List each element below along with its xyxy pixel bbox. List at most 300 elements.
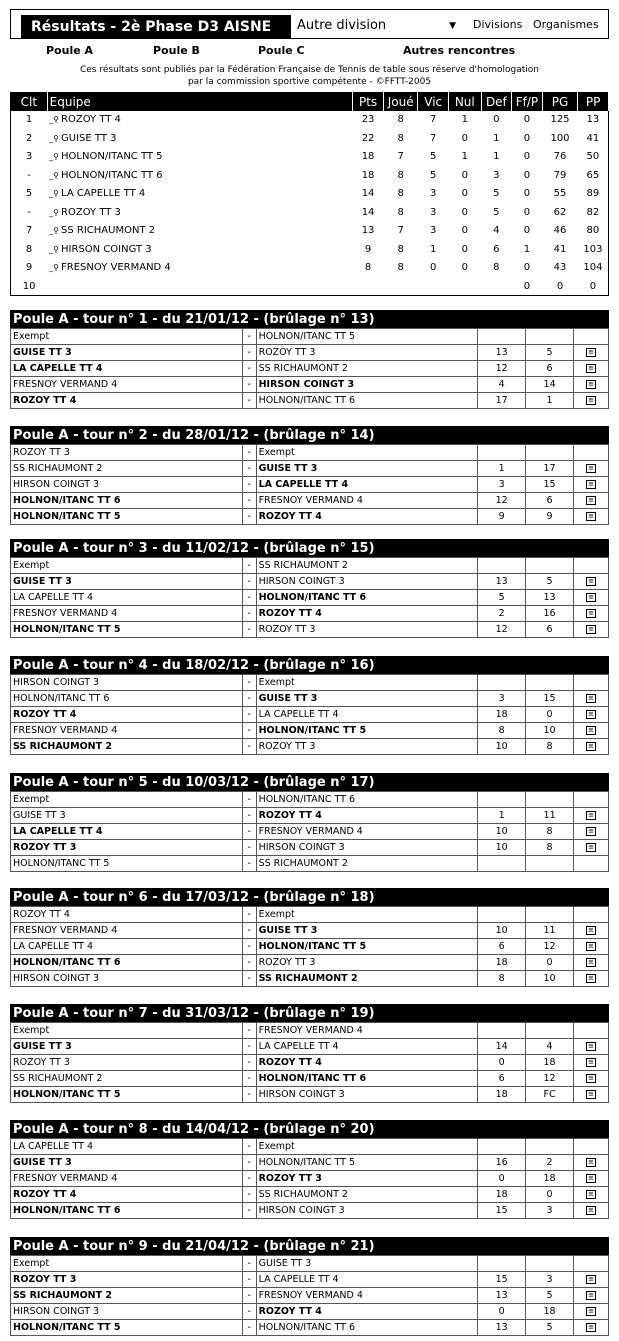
match-sheet	[574, 971, 609, 987]
home-score	[478, 445, 526, 461]
team-icon: _⚲	[49, 226, 60, 236]
divisions-link[interactable]: Divisions	[473, 18, 523, 31]
away-team: HOLNON/ITANC TT 6	[256, 1320, 478, 1336]
match-row	[11, 1320, 609, 1336]
separator: -	[242, 493, 256, 509]
match-sheet	[574, 509, 609, 525]
away-score: 3	[526, 1272, 574, 1288]
match-row	[11, 461, 609, 477]
away-score: 11	[526, 808, 574, 824]
match-sheet	[574, 792, 609, 808]
match-sheet	[574, 1155, 609, 1171]
stat-cell: 65	[586, 169, 600, 181]
match-sheet-icon[interactable]: ≡	[586, 1174, 596, 1183]
match-sheet-icon[interactable]: ≡	[586, 609, 596, 618]
separator: -	[242, 808, 256, 824]
away-score: 8	[526, 824, 574, 840]
home-team: Exempt	[11, 329, 243, 345]
home-team: ROZOY TT 3	[11, 1055, 243, 1071]
home-score	[478, 1256, 526, 1272]
separator: -	[242, 1187, 256, 1203]
match-sheet	[574, 1320, 609, 1336]
away-team: Exempt	[256, 675, 478, 691]
home-score	[478, 856, 526, 872]
separator: -	[242, 1039, 256, 1055]
home-team: LA CAPELLE TT 4	[11, 1139, 243, 1155]
home-score: 12	[478, 493, 526, 509]
match-sheet-icon[interactable]: ≡	[586, 827, 596, 836]
home-score: 10	[478, 739, 526, 755]
stat-cell: 79	[553, 169, 567, 181]
separator: -	[242, 345, 256, 361]
stat-cell: 8	[397, 206, 404, 218]
match-row	[11, 606, 609, 622]
stat-cell: 7	[397, 151, 404, 163]
stat-cell: 8	[397, 114, 404, 126]
chevron-down-icon: ▼	[449, 21, 456, 31]
stat-cell: 23	[361, 114, 375, 126]
rank-cell: 8	[25, 243, 33, 255]
match-row	[11, 808, 609, 824]
rank-cell: -	[27, 169, 31, 181]
match-row	[11, 939, 609, 955]
standings-row	[11, 240, 609, 259]
separator: -	[242, 707, 256, 723]
home-team: GUISE TT 3	[11, 574, 243, 590]
poule-a-link[interactable]: Poule A	[46, 44, 94, 57]
match-sheet	[574, 590, 609, 606]
match-sheet	[574, 856, 609, 872]
away-team: HIRSON COINGT 3	[256, 574, 478, 590]
round-title: Poule A - tour n° 3 - du 11/02/12 - (brûlage n° 15)	[10, 539, 609, 557]
separator: -	[242, 329, 256, 345]
notice-line: Ces résultats sont publiés par la Fédération Française de Tennis de table sous réserve d'homologation	[79, 65, 539, 75]
stat-cell: 50	[586, 151, 600, 163]
column-header: Clt	[11, 93, 48, 111]
round-title: Poule A - tour n° 6 - du 17/03/12 - (brûlage n° 18)	[10, 888, 609, 906]
round-title: Poule A - tour n° 2 - du 28/01/12 - (brûlage n° 14)	[10, 426, 609, 444]
stat-cell: 0	[461, 225, 468, 237]
team-cell	[47, 148, 353, 167]
home-team: HOLNON/ITANC TT 6	[11, 691, 243, 707]
separator: -	[242, 939, 256, 955]
home-score	[478, 907, 526, 923]
away-score: 10	[526, 723, 574, 739]
away-team: ROZOY TT 4	[256, 1304, 478, 1320]
stat-cell: 14	[361, 206, 375, 218]
stat-cell: 3	[430, 225, 437, 237]
away-team: ROZOY TT 4	[256, 606, 478, 622]
match-row	[11, 445, 609, 461]
stat-cell: 82	[586, 206, 600, 218]
stat-cell: 18	[361, 151, 375, 163]
match-sheet-icon[interactable]: ≡	[586, 1042, 596, 1051]
away-score: 6	[526, 622, 574, 638]
separator: -	[242, 824, 256, 840]
header-bar	[10, 9, 609, 39]
home-score	[478, 558, 526, 574]
away-team: ROZOY TT 4	[256, 1055, 478, 1071]
match-sheet-icon[interactable]: ≡	[586, 1074, 596, 1083]
standings-row	[11, 111, 609, 130]
match-row	[11, 477, 609, 493]
stat-cell: 14	[361, 188, 375, 200]
stat-cell: 55	[553, 188, 567, 200]
away-team: LA CAPELLE TT 4	[256, 1272, 478, 1288]
organismes-link[interactable]: Organismes	[533, 18, 599, 31]
separator: -	[242, 361, 256, 377]
match-sheet-icon[interactable]: ≡	[586, 958, 596, 967]
stat-cell: 0	[523, 151, 531, 163]
round-table	[10, 310, 609, 409]
stat-cell: 5	[430, 169, 437, 181]
separator: -	[242, 1139, 256, 1155]
away-team: LA CAPELLE TT 4	[256, 707, 478, 723]
away-team: HOLNON/ITANC TT 5	[256, 329, 478, 345]
home-score: 13	[478, 1288, 526, 1304]
away-score: 0	[526, 1187, 574, 1203]
round-title: Poule A - tour n° 4 - du 18/02/12 - (brûlage n° 16)	[10, 656, 609, 674]
match-sheet	[574, 939, 609, 955]
team-name-link[interactable]: LA CAPELLE TT 4	[61, 188, 146, 200]
match-sheet	[574, 955, 609, 971]
match-sheet-icon[interactable]: ≡	[586, 1307, 596, 1316]
away-score	[526, 445, 574, 461]
match-sheet	[574, 361, 609, 377]
rank-cell: 3	[25, 151, 33, 163]
match-row	[11, 792, 609, 808]
match-sheet-icon[interactable]: ≡	[586, 1058, 596, 1067]
home-team: HOLNON/ITANC TT 5	[11, 856, 243, 872]
home-score: 6	[478, 939, 526, 955]
match-row	[11, 361, 609, 377]
away-score: 17	[526, 461, 574, 477]
match-sheet	[574, 461, 609, 477]
match-sheet	[574, 329, 609, 345]
home-team: ROZOY TT 4	[11, 907, 243, 923]
separator: -	[242, 1272, 256, 1288]
home-team: Exempt	[11, 792, 243, 808]
stat-cell: 7	[430, 132, 437, 144]
match-sheet-icon[interactable]: ≡	[586, 625, 596, 634]
team-name-link[interactable]: ROZOY TT 4	[61, 114, 121, 126]
away-team: ROZOY TT 3	[256, 739, 478, 755]
division-select[interactable]	[289, 16, 461, 36]
home-team: FRESNOY VERMAND 4	[11, 606, 243, 622]
division-select-label: Autre division	[297, 18, 387, 33]
away-score	[526, 1023, 574, 1039]
stat-cell: 0	[523, 280, 531, 292]
home-score: 18	[478, 955, 526, 971]
separator: -	[242, 1256, 256, 1272]
match-sheet-icon[interactable]: ≡	[586, 396, 596, 405]
separator: -	[242, 1288, 256, 1304]
team-name-link[interactable]: SS RICHAUMONT 2	[61, 225, 156, 237]
match-sheet	[574, 675, 609, 691]
home-team: HIRSON COINGT 3	[11, 1304, 243, 1320]
team-icon: _⚲	[49, 152, 60, 162]
stat-cell: 5	[493, 206, 500, 218]
rank-cell: 1	[25, 114, 33, 126]
match-sheet	[574, 907, 609, 923]
away-score: 5	[526, 345, 574, 361]
stat-cell: 22	[361, 132, 375, 144]
away-team: FRESNOY VERMAND 4	[256, 824, 478, 840]
match-sheet-icon[interactable]: ≡	[586, 843, 596, 852]
team-cell	[47, 259, 353, 278]
home-team: ROZOY TT 4	[11, 1187, 243, 1203]
home-score: 0	[478, 1055, 526, 1071]
home-team: Exempt	[11, 1023, 243, 1039]
match-sheet-icon[interactable]: ≡	[586, 1291, 596, 1300]
match-row	[11, 1304, 609, 1320]
team-name-link[interactable]: FRESNOY VERMAND 4	[61, 262, 171, 274]
match-sheet-icon[interactable]: ≡	[586, 577, 596, 586]
separator: -	[242, 792, 256, 808]
match-sheet-icon[interactable]: ≡	[586, 480, 596, 489]
match-row	[11, 1071, 609, 1087]
team-icon: _⚲	[49, 115, 60, 125]
match-sheet-icon[interactable]: ≡	[586, 1323, 596, 1332]
match-sheet-icon[interactable]: ≡	[586, 593, 596, 602]
separator: -	[242, 377, 256, 393]
home-score: 14	[478, 1039, 526, 1055]
away-score: 4	[526, 1039, 574, 1055]
home-team: ROZOY TT 3	[11, 445, 243, 461]
away-team: HOLNON/ITANC TT 6	[256, 1071, 478, 1087]
match-sheet	[574, 1256, 609, 1272]
match-row	[11, 723, 609, 739]
column-header: PP	[578, 93, 609, 111]
column-header: Joué	[383, 93, 418, 111]
match-sheet-icon[interactable]: ≡	[586, 726, 596, 735]
round-table	[10, 888, 609, 987]
match-row	[11, 1023, 609, 1039]
match-sheet-icon[interactable]: ≡	[586, 811, 596, 820]
stat-cell: 0	[523, 206, 531, 218]
away-team: HOLNON/ITANC TT 5	[256, 723, 478, 739]
stat-cell: 46	[553, 225, 567, 237]
away-score: 5	[526, 1320, 574, 1336]
match-row	[11, 509, 609, 525]
team-icon: _⚲	[49, 263, 60, 273]
match-sheet-icon[interactable]: ≡	[586, 694, 596, 703]
home-score: 3	[478, 691, 526, 707]
away-score: 6	[526, 361, 574, 377]
away-score: 15	[526, 477, 574, 493]
away-score: 12	[526, 1071, 574, 1087]
match-row	[11, 393, 609, 409]
home-score	[478, 675, 526, 691]
stat-cell: 3	[430, 188, 437, 200]
rank-cell: 5	[25, 188, 33, 200]
home-team: HOLNON/ITANC TT 5	[11, 1320, 243, 1336]
home-team: HOLNON/ITANC TT 6	[11, 493, 243, 509]
match-sheet-icon[interactable]: ≡	[586, 364, 596, 373]
home-team: HIRSON COINGT 3	[11, 675, 243, 691]
match-sheet-icon[interactable]: ≡	[586, 496, 596, 505]
stat-cell: 62	[553, 206, 567, 218]
away-team: HOLNON/ITANC TT 6	[256, 792, 478, 808]
home-team: Exempt	[11, 1256, 243, 1272]
match-sheet	[574, 1071, 609, 1087]
separator: -	[242, 1304, 256, 1320]
stat-cell: 1	[493, 132, 500, 144]
team-cell	[47, 166, 353, 185]
separator: -	[242, 1087, 256, 1103]
team-icon: _⚲	[49, 189, 60, 199]
column-header: PG	[542, 93, 578, 111]
away-score: 1	[526, 393, 574, 409]
away-score	[526, 1256, 574, 1272]
match-sheet-icon[interactable]: ≡	[586, 1275, 596, 1284]
away-score	[526, 675, 574, 691]
home-score: 15	[478, 1272, 526, 1288]
stat-cell: 8	[493, 262, 500, 274]
away-team: FRESNOY VERMAND 4	[256, 1023, 478, 1039]
match-row	[11, 856, 609, 872]
separator: -	[242, 509, 256, 525]
home-team: GUISE TT 3	[11, 345, 243, 361]
separator: -	[242, 691, 256, 707]
match-sheet	[574, 345, 609, 361]
home-team: LA CAPELLE TT 4	[11, 939, 243, 955]
autres-rencontres-link[interactable]: Autres rencontres	[403, 44, 516, 57]
home-team: FRESNOY VERMAND 4	[11, 1171, 243, 1187]
poule-c-link[interactable]: Poule C	[258, 44, 305, 57]
home-team: HIRSON COINGT 3	[11, 477, 243, 493]
match-sheet	[574, 1087, 609, 1103]
away-team: Exempt	[256, 907, 478, 923]
match-sheet-icon[interactable]: ≡	[586, 942, 596, 951]
match-sheet	[574, 923, 609, 939]
home-score: 10	[478, 840, 526, 856]
match-sheet	[574, 445, 609, 461]
away-score: 18	[526, 1304, 574, 1320]
home-team: HIRSON COINGT 3	[11, 971, 243, 987]
team-name-link[interactable]: HOLNON/ITANC TT 5	[61, 151, 163, 163]
home-score: 18	[478, 707, 526, 723]
match-row	[11, 971, 609, 987]
stat-cell: 1	[493, 151, 500, 163]
standings-row	[11, 129, 609, 148]
away-team: GUISE TT 3	[256, 691, 478, 707]
match-sheet-icon[interactable]: ≡	[586, 974, 596, 983]
match-sheet	[574, 1304, 609, 1320]
away-score: 5	[526, 574, 574, 590]
stat-cell: 0	[523, 169, 531, 181]
rank-cell: 10	[22, 280, 36, 292]
away-score	[526, 329, 574, 345]
team-name-link[interactable]: HIRSON COINGT 3	[61, 243, 152, 255]
team-name-link[interactable]: GUISE TT 3	[61, 132, 117, 144]
separator: -	[242, 955, 256, 971]
column-header: Pts	[353, 93, 384, 111]
stat-cell	[383, 277, 418, 296]
home-team: Exempt	[11, 558, 243, 574]
match-sheet-icon[interactable]: ≡	[586, 464, 596, 473]
home-score: 17	[478, 393, 526, 409]
stat-cell	[449, 277, 482, 296]
team-name-link[interactable]: HOLNON/ITANC TT 6	[61, 169, 163, 181]
match-sheet	[574, 691, 609, 707]
stat-cell: 1	[461, 114, 468, 126]
column-header: Equipe	[47, 93, 353, 111]
home-team: LA CAPELLE TT 4	[11, 824, 243, 840]
stat-cell: 1	[523, 243, 531, 255]
match-row	[11, 1203, 609, 1219]
match-sheet-icon[interactable]: ≡	[586, 1158, 596, 1167]
match-sheet	[574, 739, 609, 755]
match-sheet	[574, 377, 609, 393]
stat-cell: 0	[493, 114, 500, 126]
match-row	[11, 493, 609, 509]
match-sheet-icon[interactable]: ≡	[586, 1190, 596, 1199]
home-score	[478, 1139, 526, 1155]
match-row	[11, 622, 609, 638]
standings-row	[11, 185, 609, 204]
match-sheet-icon[interactable]: ≡	[586, 742, 596, 751]
separator: -	[242, 1155, 256, 1171]
away-score	[526, 1139, 574, 1155]
separator: -	[242, 445, 256, 461]
home-score: 15	[478, 1203, 526, 1219]
stat-cell: 0	[461, 132, 468, 144]
away-team: HIRSON COINGT 3	[256, 1203, 478, 1219]
team-cell	[47, 129, 353, 148]
rank-cell: 7	[25, 225, 33, 237]
match-sheet-icon[interactable]: ≡	[586, 1206, 596, 1215]
match-sheet-icon[interactable]: ≡	[586, 926, 596, 935]
match-sheet-icon[interactable]: ≡	[586, 348, 596, 357]
rank-cell: 2	[25, 132, 33, 144]
team-icon: _⚲	[49, 244, 60, 254]
home-score: 0	[478, 1171, 526, 1187]
round-table	[10, 1120, 609, 1219]
match-row	[11, 1055, 609, 1071]
separator: -	[242, 840, 256, 856]
stat-cell: 0	[523, 225, 531, 237]
match-row	[11, 1272, 609, 1288]
home-score: 13	[478, 1320, 526, 1336]
match-sheet-icon[interactable]: ≡	[586, 512, 596, 521]
separator: -	[242, 558, 256, 574]
match-row	[11, 1171, 609, 1187]
match-row	[11, 691, 609, 707]
home-team: LA CAPELLE TT 4	[11, 361, 243, 377]
away-team: FRESNOY VERMAND 4	[256, 1288, 478, 1304]
home-team: SS RICHAUMONT 2	[11, 739, 243, 755]
round-table	[10, 1237, 609, 1336]
home-score: 18	[478, 1087, 526, 1103]
away-score: 11	[526, 923, 574, 939]
column-header: Nul	[449, 93, 482, 111]
round-title: Poule A - tour n° 1 - du 21/01/12 - (brûlage n° 13)	[10, 310, 609, 328]
away-score	[526, 558, 574, 574]
team-name-link[interactable]: ROZOY TT 3	[61, 206, 121, 218]
match-sheet-icon[interactable]: ≡	[586, 1090, 596, 1099]
poule-b-link[interactable]: Poule B	[153, 44, 200, 57]
separator: -	[242, 1320, 256, 1336]
away-score: 10	[526, 971, 574, 987]
match-sheet-icon[interactable]: ≡	[586, 380, 596, 389]
standings-row	[11, 259, 609, 278]
match-sheet-icon[interactable]: ≡	[586, 710, 596, 719]
away-team: HIRSON COINGT 3	[256, 840, 478, 856]
match-sheet	[574, 707, 609, 723]
stat-cell: 8	[364, 262, 372, 274]
away-team: LA CAPELLE TT 4	[256, 1039, 478, 1055]
